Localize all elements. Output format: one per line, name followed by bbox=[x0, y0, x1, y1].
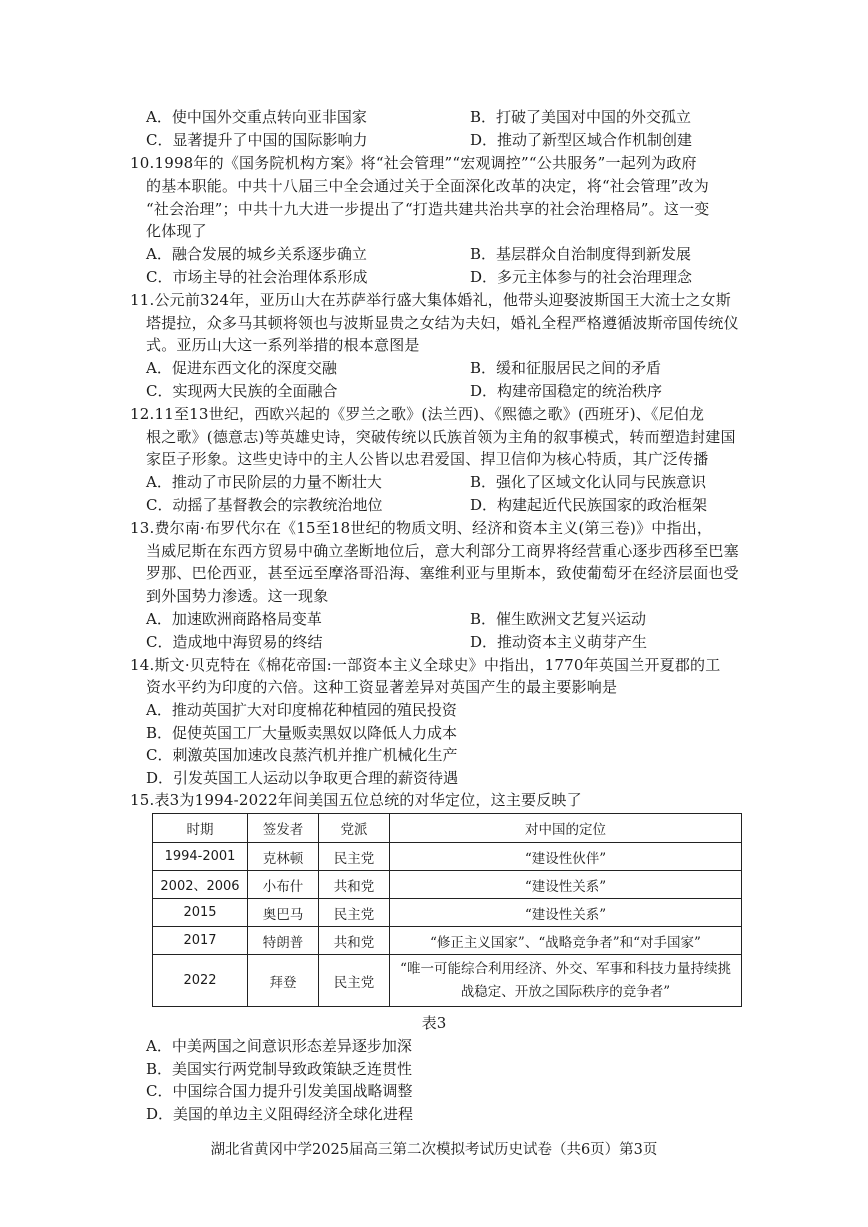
table-row bbox=[153, 955, 742, 1007]
table-cell-issuer: 拜登 bbox=[248, 955, 319, 1007]
q15-option-a: A．中美两国之间意识形态差异逐步加深 bbox=[146, 1037, 412, 1055]
q10-stem-line-3: “社会治理”；中共十九大进一步提出了“打造共建共治共享的社会治理格局”。这一变 bbox=[146, 200, 710, 218]
q14-option-b: B．促使英国工厂大量贩卖黑奴以降低人力成本 bbox=[146, 724, 458, 742]
q14-option-a: A．推动英国扩大对印度棉花种植园的殖民投资 bbox=[146, 701, 457, 719]
table-cell-positioning: “建设性关系” bbox=[390, 899, 742, 927]
q10-option-a: A．融合发展的城乡关系逐步确立 bbox=[146, 245, 367, 263]
q14-stem-line-1: 14.斯文·贝克特在《棉花帝国:一部资本主义全球史》中指出，1770年英国兰开夏郡的工 bbox=[130, 656, 721, 674]
table-header-issuer: 签发者 bbox=[248, 814, 319, 843]
table-cell-positioning-line-2: 战稳定、开放之国际秩序的竞争者” bbox=[460, 983, 671, 1000]
q12-option-d: D．构建起近代民族国家的政治框架 bbox=[470, 496, 708, 514]
table-cell-positioning-line-1: “唯一可能综合利用经济、外交、军事和科技力量持续挑 bbox=[400, 960, 731, 977]
q10-stem-line-2: 的基本职能。中共十八届三中全会通过关于全面深化改革的决定，将“社会管理”改为 bbox=[146, 177, 709, 195]
table-row bbox=[153, 899, 742, 927]
table-header-party: 党派 bbox=[319, 814, 390, 843]
table-row bbox=[153, 843, 742, 871]
q13-option-c: C．造成地中海贸易的终结 bbox=[146, 633, 323, 651]
table-cell-issuer: 特朗普 bbox=[248, 927, 319, 955]
table-cell-issuer: 奥巴马 bbox=[248, 899, 319, 927]
table-cell-positioning: “建设性伙伴” bbox=[390, 843, 742, 871]
table-cell-period: 2002、2006 bbox=[153, 871, 248, 899]
q13-stem-line-2: 当威尼斯在东西方贸易中确立垄断地位后，意大利部分工商界将经营重心逐步西移至巴塞 bbox=[146, 542, 739, 560]
q11-option-d: D．构建帝国稳定的统治秩序 bbox=[470, 382, 663, 400]
q11-stem-line-3: 式。亚历山大这一系列举措的根本意图是 bbox=[146, 336, 420, 354]
table-cell-positioning bbox=[390, 955, 742, 1007]
table-cell-party: 共和党 bbox=[319, 927, 390, 955]
q15-option-b: B．美国实行两党制导致政策缺乏连贯性 bbox=[146, 1060, 413, 1078]
table-cell-issuer: 克林顿 bbox=[248, 843, 319, 871]
q12-stem-line-2: 根之歌》(德意志)等英雄史诗，突破传统以氏族首领为主角的叙事模式，转而塑造封建国 bbox=[146, 428, 736, 446]
table-row bbox=[153, 871, 742, 899]
q13-option-d: D．推动资本主义萌芽产生 bbox=[470, 633, 648, 651]
q10-option-b: B．基层群众自治制度得到新发展 bbox=[470, 245, 692, 263]
q10-option-d: D．多元主体参与的社会治理理念 bbox=[470, 268, 693, 286]
q13-option-b: B．催生欧洲文艺复兴运动 bbox=[470, 610, 647, 628]
q14-stem-line-2: 资水平约为印度的六倍。这种工资显著差异对英国产生的最主要影响是 bbox=[146, 678, 618, 696]
q9-option-b: B．打破了美国对中国的外交孤立 bbox=[470, 108, 692, 126]
table-cell-party: 民主党 bbox=[319, 955, 390, 1007]
table-cell-party: 共和党 bbox=[319, 871, 390, 899]
q10-option-c: C．市场主导的社会治理体系形成 bbox=[146, 268, 368, 286]
q11-stem-line-2: 塔提拉，众多马其顿将领也与波斯显贵之女结为夫妇，婚礼全程严格遵循波斯帝国传统仪 bbox=[146, 314, 739, 332]
table-cell-party: 民主党 bbox=[319, 899, 390, 927]
table-cell-positioning: “修正主义国家”、“战略竞争者”和“对手国家” bbox=[390, 927, 742, 955]
q14-option-d: D．引发英国工人运动以争取更合理的薪资待遇 bbox=[146, 769, 459, 787]
q12-option-b: B．强化了区域文化认同与民族意识 bbox=[470, 473, 707, 491]
table-cell-period: 1994-2001 bbox=[153, 843, 248, 871]
q13-stem-line-4: 到外国势力渗透。这一现象 bbox=[146, 587, 329, 605]
q13-stem-line-1: 13.费尔南·布罗代尔在《15至18世纪的物质文明、经济和资本主义(第三卷)》中指出， bbox=[130, 519, 713, 537]
q12-option-c: C．动摇了基督教会的宗教统治地位 bbox=[146, 496, 383, 514]
q10-stem-line-1: 10.1998年的《国务院机构方案》将“社会管理”“宏观调控”“公共服务”一起列为政府 bbox=[130, 154, 697, 172]
table-cell-positioning: “建设性关系” bbox=[390, 871, 742, 899]
table-cell-issuer: 小布什 bbox=[248, 871, 319, 899]
q9-option-d: D．推动了新型区域合作机制创建 bbox=[470, 131, 693, 149]
table-cell-party: 民主党 bbox=[319, 843, 390, 871]
q15-option-c: C．中国综合国力提升引发美国战略调整 bbox=[146, 1082, 413, 1100]
q12-stem-line-1: 12.11至13世纪，西欧兴起的《罗兰之歌》(法兰西)、《熙德之歌》(西班牙)、《尼伯龙 bbox=[130, 405, 705, 423]
q11-option-a: A．促进东西文化的深度交融 bbox=[146, 359, 337, 377]
table-caption: 表3 bbox=[421, 1014, 447, 1032]
q9-option-c: C．显著提升了中国的国际影响力 bbox=[146, 131, 368, 149]
q12-option-a: A．推动了市民阶层的力量不断壮大 bbox=[146, 473, 382, 491]
q13-option-a: A．加速欧洲商路格局变革 bbox=[146, 610, 322, 628]
table-row bbox=[153, 927, 742, 955]
q11-stem-line-1: 11.公元前324年，亚历山大在苏萨举行盛大集体婚礼，他带头迎娶波斯国王大流士之女斯 bbox=[130, 291, 731, 309]
q15-stem: 15.表3为1994-2022年间美国五位总统的对华定位，这主要反映了 bbox=[130, 791, 582, 809]
table-header-positioning: 对中国的定位 bbox=[390, 814, 742, 843]
q12-stem-line-3: 家臣子形象。这些史诗中的主人公皆以忠君爱国、捍卫信仰为核心特质，其广泛传播 bbox=[146, 450, 709, 468]
q11-option-c: C．实现两大民族的全面融合 bbox=[146, 382, 338, 400]
table-cell-period: 2017 bbox=[153, 927, 248, 955]
page-footer: 湖北省黄冈中学2025届高三第二次模拟考试历史试卷（共6页）第3页 bbox=[210, 1142, 658, 1158]
q15-option-d: D．美国的单边主义阻碍经济全球化进程 bbox=[146, 1105, 414, 1123]
q13-stem-line-3: 罗那、巴伦西亚，甚至远至摩洛哥沿海、塞维利亚与里斯本，致使葡萄牙在经济层面也受 bbox=[146, 564, 739, 582]
table-cell-period: 2015 bbox=[153, 899, 248, 927]
q9-option-a: A．使中国外交重点转向亚非国家 bbox=[146, 108, 367, 126]
table-header-row bbox=[153, 814, 742, 843]
q14-option-c: C．刺激英国加速改良蒸汽机并推广机械化生产 bbox=[146, 746, 458, 764]
q10-stem-line-4: 化体现了 bbox=[146, 222, 207, 240]
q11-option-b: B．缓和征服居民之间的矛盾 bbox=[470, 359, 662, 377]
q15-table bbox=[152, 813, 742, 1007]
table-cell-period: 2022 bbox=[153, 955, 248, 1007]
table-header-period: 时期 bbox=[153, 814, 248, 843]
